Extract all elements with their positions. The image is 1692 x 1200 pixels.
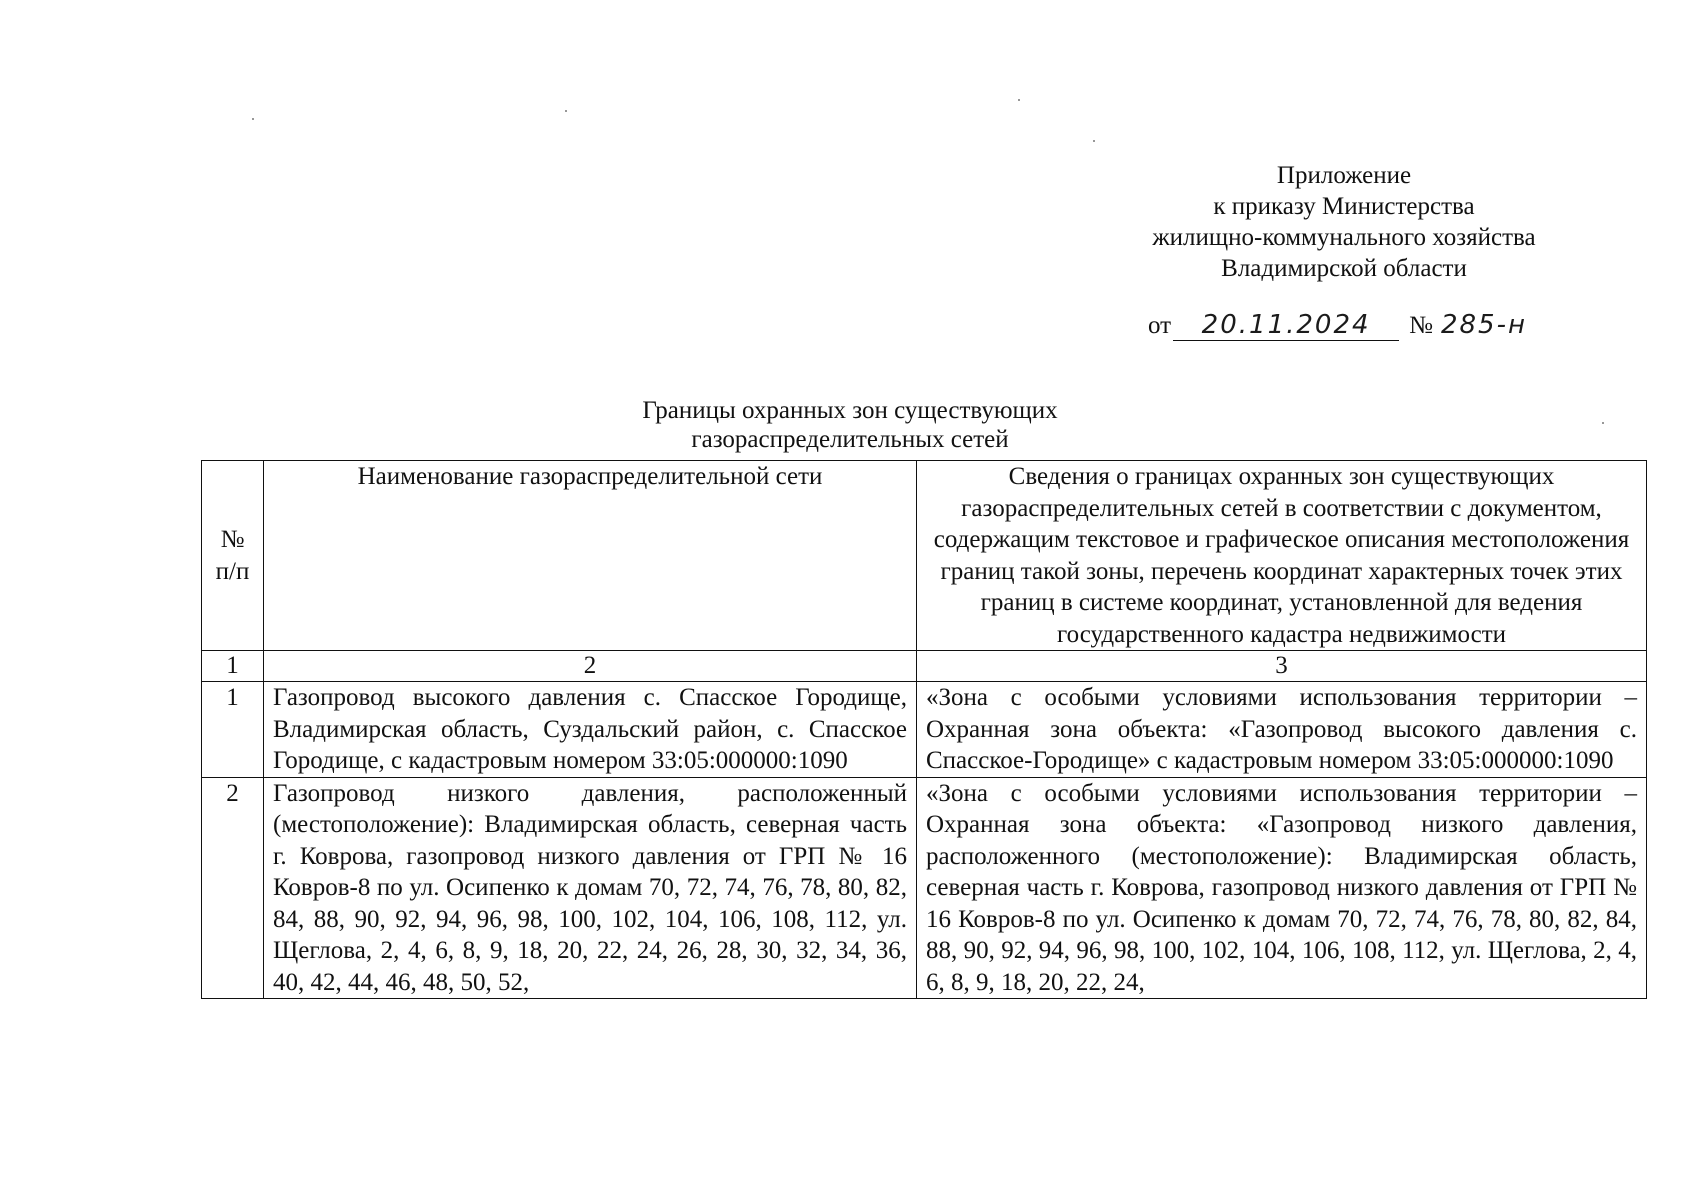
appendix-line: Владимирской области	[1221, 255, 1467, 282]
scan-speck	[1093, 140, 1095, 142]
table-row	[202, 777, 1647, 999]
table-row	[202, 682, 1647, 778]
appendix-block	[1114, 160, 1574, 284]
appendix-line: Приложение	[1276, 162, 1412, 189]
handwritten-number: 285-н	[1440, 310, 1527, 340]
network-name: Газопровод высокого давления с. Спасское Городище, Владимирская область, Суздальский район, с. Спасское Городище, с кадастровым номером 33:05:000000:1090	[264, 682, 917, 778]
appendix-line: жилищно-коммунального хозяйства	[1152, 224, 1536, 251]
scan-speck	[1018, 99, 1020, 101]
zone-info: «Зона с особыми условиями использования территории – Охранная зона объекта: «Газопровод низкого давления, расположенного (местоположение): Владимирская область, северная часть г. Коврова, газопровод низкого давления от ГРП № 16 Ковров-8 по ул. Осипенко к домам 70, 72, 74, 76, 78, 80, 82, 84, 88, 90, 92, 94, 96, 98, 100, 102, 104, 106, 108, 112, ул. Щеглова, 2, 4, 6, 8, 9, 18, 20, 22, 24,	[917, 777, 1647, 999]
title-line: газораспределительных сетей	[691, 426, 1009, 453]
document-title	[530, 396, 1170, 454]
header-name: Наименование газораспределительной сети	[264, 461, 917, 651]
header-row	[202, 461, 1647, 651]
title-line: Границы охранных зон существующих	[642, 397, 1058, 424]
row-number: 1	[202, 682, 264, 778]
column-number: 3	[917, 651, 1647, 682]
from-label: от	[1148, 312, 1172, 339]
column-number: 2	[264, 651, 917, 682]
scan-speck	[565, 110, 567, 112]
scan-speck	[1602, 422, 1604, 424]
zone-info: «Зона с особыми условиями использования территории – Охранная зона объекта: «Газопровод высокого давления с. Спасское-Городище» с кадастровым номером 33:05:000000:1090	[917, 682, 1647, 778]
order-date-number	[1148, 310, 1527, 341]
scan-speck	[252, 118, 254, 120]
network-name: Газопровод низкого давления, расположенный (местоположение): Владимирская область, северная часть г. Коврова, газопровод низкого давления от ГРП № 16 Ковров-8 по ул. Осипенко к домам 70, 72, 74, 76, 78, 80, 82, 84, 88, 90, 92, 94, 96, 98, 100, 102, 104, 106, 108, 112, ул. Щеглова, 2, 4, 6, 8, 9, 18, 20, 22, 24, 26, 28, 30, 32, 34, 36, 40, 42, 44, 46, 48, 50, 52,	[264, 777, 917, 999]
handwritten-date: 20.11.2024	[1173, 310, 1399, 341]
appendix-line: к приказу Министерства	[1213, 193, 1475, 220]
column-number-row	[202, 651, 1647, 682]
number-sign: №	[1409, 312, 1433, 339]
column-number: 1	[202, 651, 264, 682]
header-info: Сведения о границах охранных зон существующих газораспределительных сетей в соответствии с документом, содержащим текстовое и графическое описания местоположения границ такой зоны, перечень координат характерных точек этих границ в системе координат, установленной для ведения государственного кадастра недвижимости	[917, 461, 1647, 651]
row-number: 2	[202, 777, 264, 999]
header-num: № п/п	[202, 461, 264, 651]
zones-table	[201, 460, 1647, 999]
